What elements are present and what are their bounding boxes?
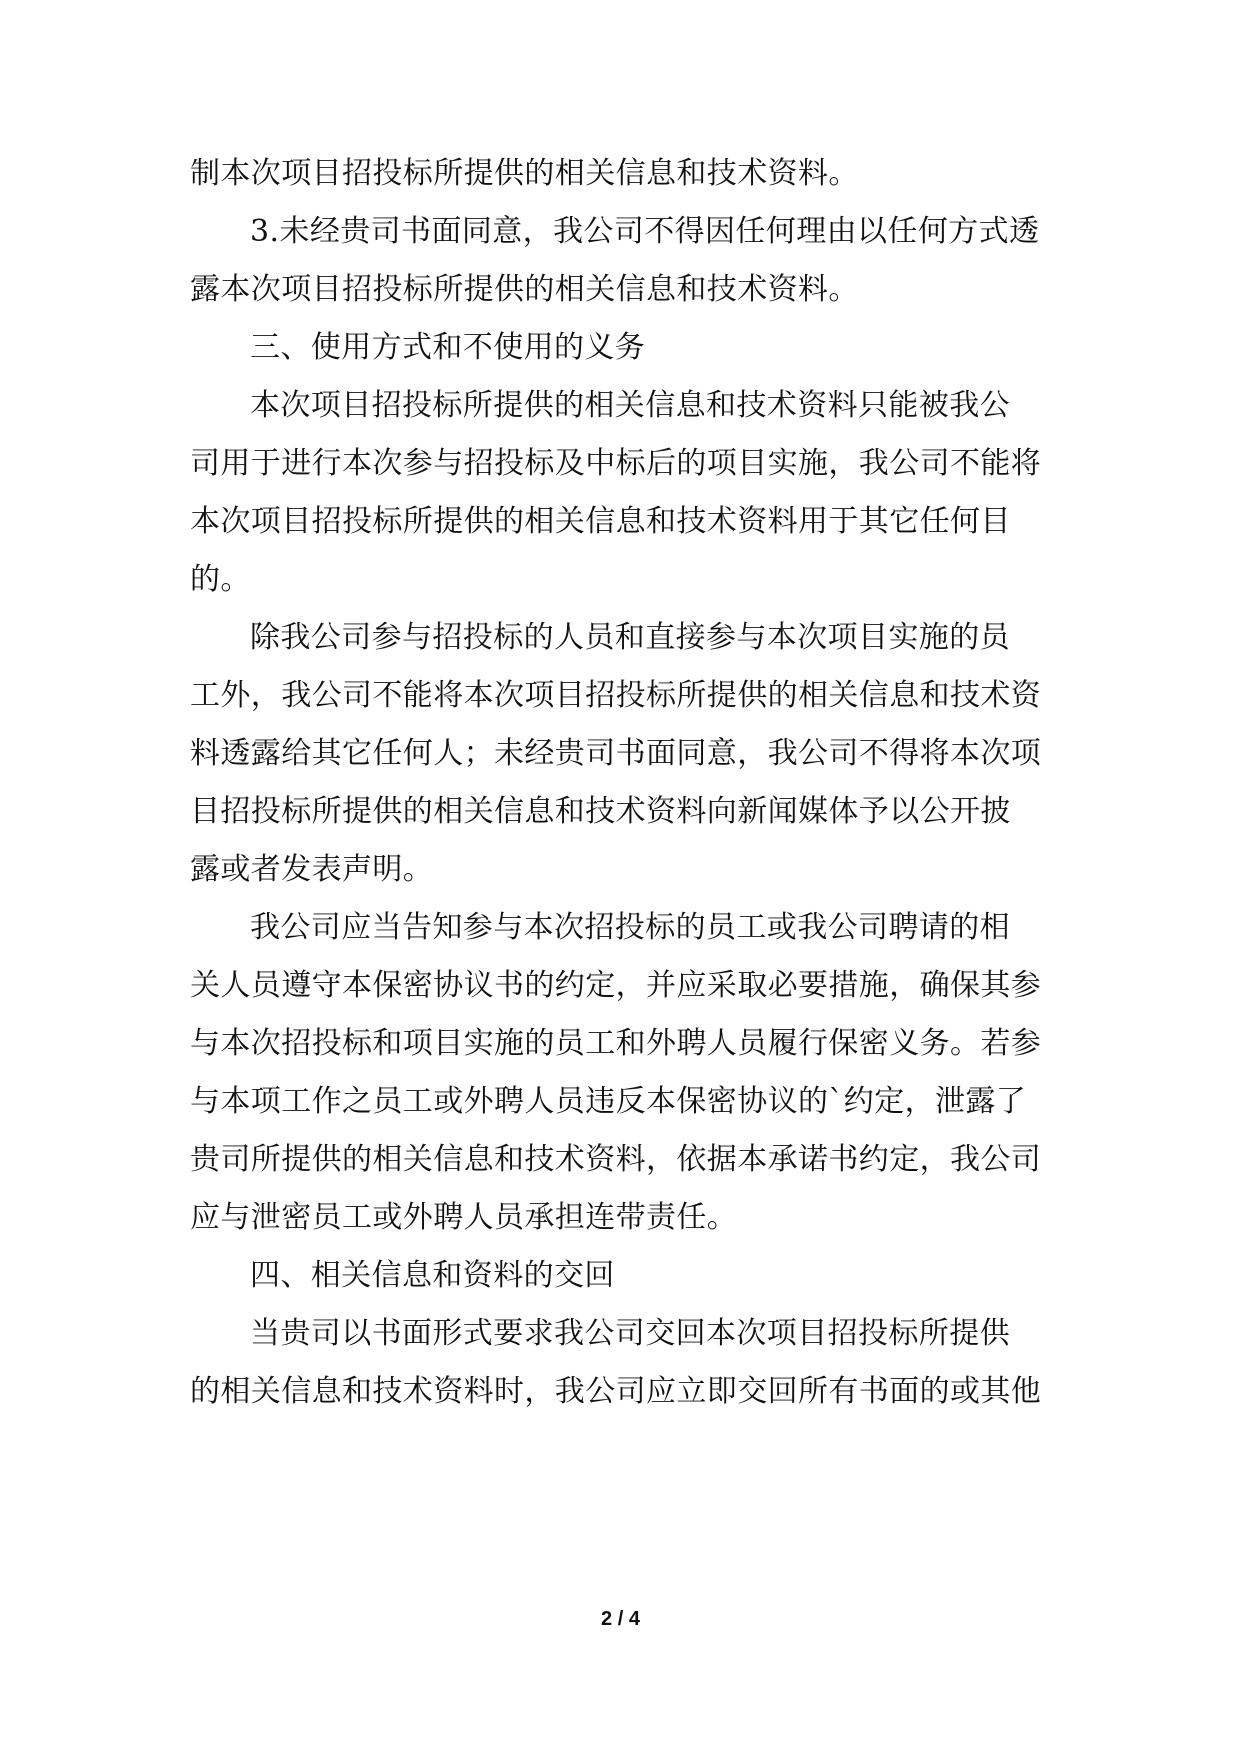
paragraph-line: 我公司应当告知参与本次招投标的员工或我公司聘请的相 [250,910,1010,945]
paragraph-line: 露或者发表声明。 [190,852,434,887]
paragraph-line: 本次项目招投标所提供的相关信息和技术资料用于其它任何目 [190,504,1011,539]
list-item-3: 3.未经贵司书面同意，我公司不得因任何理由以任何方式透 [250,214,1040,249]
paragraph-line: 与本项工作之员工或外聘人员违反本保密协议的`约定，泄露了 [190,1084,1027,1119]
paragraph-line: 本次项目招投标所提供的相关信息和技术资料只能被我公 [250,388,1010,423]
paragraph-line: 贵司所提供的相关信息和技术资料，依据本承诺书约定，我公司 [190,1142,1042,1177]
paragraph-line: 工外，我公司不能将本次项目招投标所提供的相关信息和技术资 [190,678,1042,713]
paragraph-line: 应与泄密员工或外聘人员承担连带责任。 [190,1200,738,1235]
paragraph-line: 除我公司参与招投标的人员和直接参与本次项目实施的员 [250,620,1010,655]
paragraph-line: 料透露给其它任何人；未经贵司书面同意，我公司不得将本次项 [190,736,1042,771]
section-heading-three: 三、使用方式和不使用的义务 [250,330,646,365]
page-number: 2 / 4 [601,1608,640,1630]
section-heading-four: 四、相关信息和资料的交回 [250,1258,615,1293]
paragraph-line: 司用于进行本次参与招投标及中标后的项目实施，我公司不能将 [190,446,1042,481]
paragraph-line: 与本次招投标和项目实施的员工和外聘人员履行保密义务。若参 [190,1026,1042,1061]
paragraph-line: 当贵司以书面形式要求我公司交回本次项目招投标所提供 [250,1316,1010,1351]
paragraph-line: 的相关信息和技术资料时，我公司应立即交回所有书面的或其他 [190,1374,1042,1409]
body-text-line: 制本次项目招投标所提供的相关信息和技术资料。 [190,156,859,191]
body-text-line: 露本次项目招投标所提供的相关信息和技术资料。 [190,272,859,307]
paragraph-line: 的。 [190,562,251,597]
paragraph-line: 关人员遵守本保密协议书的约定，并应采取必要措施，确保其参 [190,968,1042,1003]
paragraph-line: 目招投标所提供的相关信息和技术资料向新闻媒体予以公开披 [190,794,1011,829]
